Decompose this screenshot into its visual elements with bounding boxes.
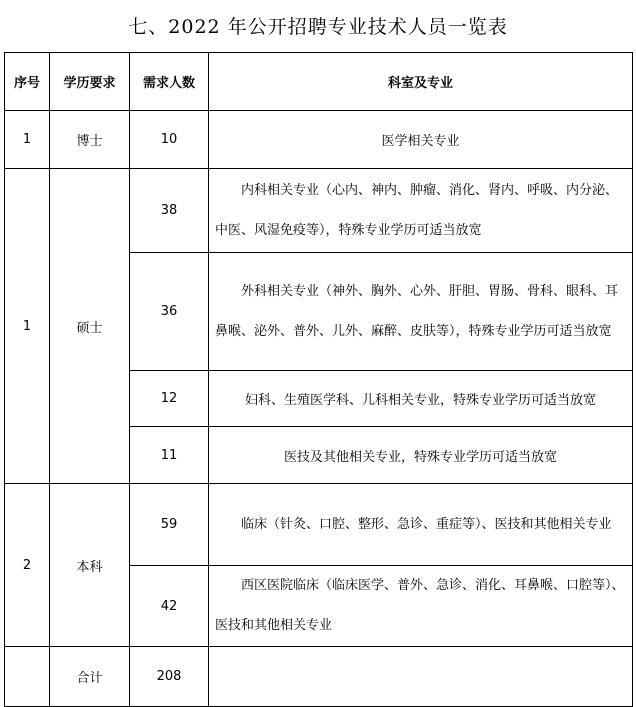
recruitment-table — [4, 52, 633, 707]
row-number: 2 — [5, 484, 50, 647]
row-number — [5, 647, 50, 707]
table-row-master-1 — [5, 169, 633, 253]
header-department: 科室及专业 — [209, 53, 633, 111]
total-label: 合计 — [50, 647, 130, 707]
row-department: 临床（针灸、口腔、整形、急诊、重症等）、医技和其他相关专业 — [241, 516, 612, 532]
row-count: 59 — [130, 484, 209, 566]
table-row-total — [5, 647, 633, 707]
row-degree: 博士 — [50, 111, 130, 169]
row-department: 外科相关专业（神外、胸外、心外、肝胆、胃肠、骨科、眼科、耳鼻喉、泌外、普外、儿外、麻醉、皮肤等），特殊专业学历可适当放宽 — [215, 283, 619, 339]
page-title: 七、2022 年公开招聘专业技术人员一览表 — [128, 16, 508, 38]
header-number: 序号 — [5, 53, 50, 111]
row-department: 医技及其他相关专业，特殊专业学历可适当放宽 — [209, 427, 633, 484]
row-department: 医学相关专业 — [209, 111, 633, 169]
row-department: 内科相关专业（心内、神内、肿瘤、消化、肾内、呼吸、内分泌、中医、风湿免疫等），特殊专业学历可适当放宽 — [215, 182, 619, 238]
row-number: 1 — [5, 169, 50, 484]
row-department: 妇科、生殖医学科、儿科相关专业，特殊专业学历可适当放宽 — [209, 371, 633, 427]
row-degree: 硕士 — [50, 169, 130, 484]
row-degree: 本科 — [50, 484, 130, 647]
row-department: 西区医院临床（临床医学、普外、急诊、消化、耳鼻喉、口腔等）、医技和其他相关专业 — [215, 578, 625, 633]
table-row-phd — [5, 111, 633, 169]
header-degree: 学历要求 — [50, 53, 130, 111]
row-count: 38 — [130, 169, 209, 253]
row-count: 10 — [130, 111, 209, 169]
row-count: 42 — [130, 566, 209, 647]
row-count: 12 — [130, 371, 209, 427]
header-count: 需求人数 — [130, 53, 209, 111]
row-department — [209, 647, 633, 707]
header-row — [5, 53, 633, 111]
total-count: 208 — [130, 647, 209, 707]
row-count: 36 — [130, 253, 209, 371]
row-number: 1 — [5, 111, 50, 169]
row-count: 11 — [130, 427, 209, 484]
table-row-bachelor-1 — [5, 484, 633, 566]
